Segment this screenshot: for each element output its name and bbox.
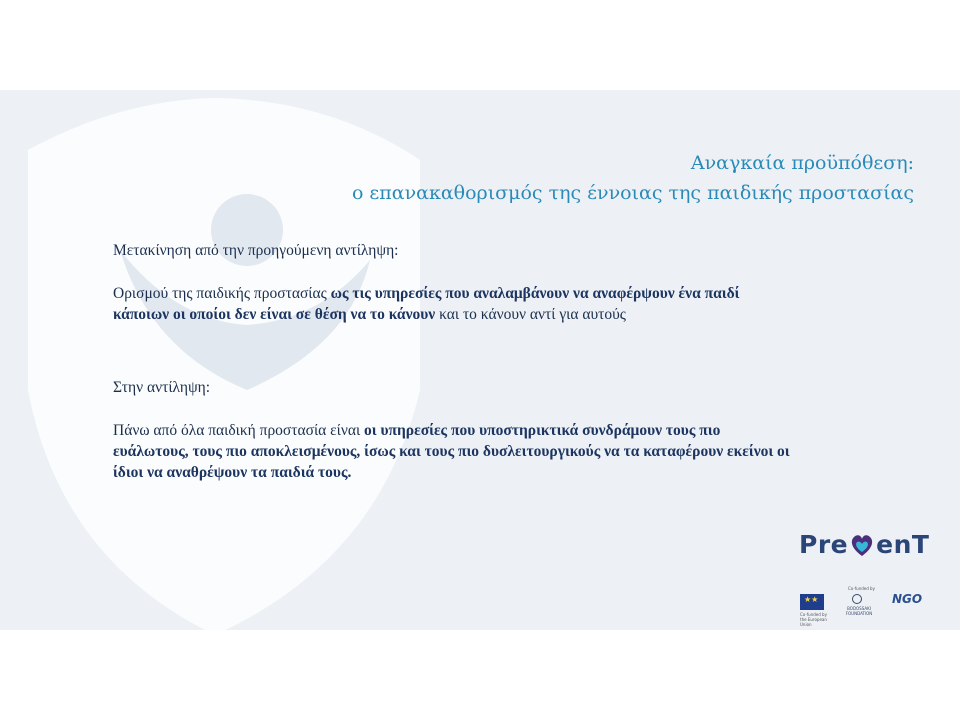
p2-bold-text: οι υπηρεσίες που υποστηρικτικά συνδράμουν τους πιο ευάλωτους, τους πιο αποκλεισμένους, ίσως και τους πιο δυσλειτουργικούς να τα καταφέρουν εκείνοι οι ίδιοι να αναθρέψουν τα παιδιά τους. xyxy=(113,422,790,481)
p2-regular-text: Πάνω από όλα παιδική προστασία είναι xyxy=(113,422,365,439)
slide-title xyxy=(352,148,914,208)
p1-bold-text: ως τις υπηρεσίες που αναλαμβάνουν να αναφέρψουν ένα παιδί κάποιων οι οποίοι δεν είναι σε θέση να το κάνουν xyxy=(113,285,740,323)
logo-text-post: enT xyxy=(876,530,930,559)
slide xyxy=(0,90,960,630)
eu-caption: Co-funded by the European Union xyxy=(800,612,827,627)
p1-end-text: και το κάνουν αντί για αυτούς xyxy=(435,306,626,323)
ngo-logo: NGO xyxy=(892,592,923,606)
cofunded-label: Co-funded by xyxy=(848,586,875,591)
paragraph-new-definition xyxy=(113,420,793,483)
title-line-1: Αναγκαία προϋπόθεση: xyxy=(690,152,914,174)
prevent-logo xyxy=(799,530,929,559)
funders-strip xyxy=(800,586,930,627)
heading-new-view: Στην αντίληψη: xyxy=(113,379,211,396)
logo-text-pre: Pre xyxy=(799,530,849,559)
heading-previous-view: Μετακίνηση από την προηγούμενη αντίληψη: xyxy=(113,242,399,259)
eu-flag-icon: ★★ xyxy=(800,594,824,610)
foundation-name: BODOSSAKI FOUNDATION xyxy=(845,606,873,616)
paragraph-previous-definition xyxy=(113,283,793,325)
p1-regular-text: Ορισμού της παιδικής προστασίας xyxy=(113,285,331,302)
title-line-2: ο επανακαθορισμός της έννοιας της παιδικής προστασίας xyxy=(351,182,914,204)
heart-icon xyxy=(849,532,875,558)
foundation-logo-icon xyxy=(852,594,862,604)
slide-body xyxy=(113,240,793,483)
